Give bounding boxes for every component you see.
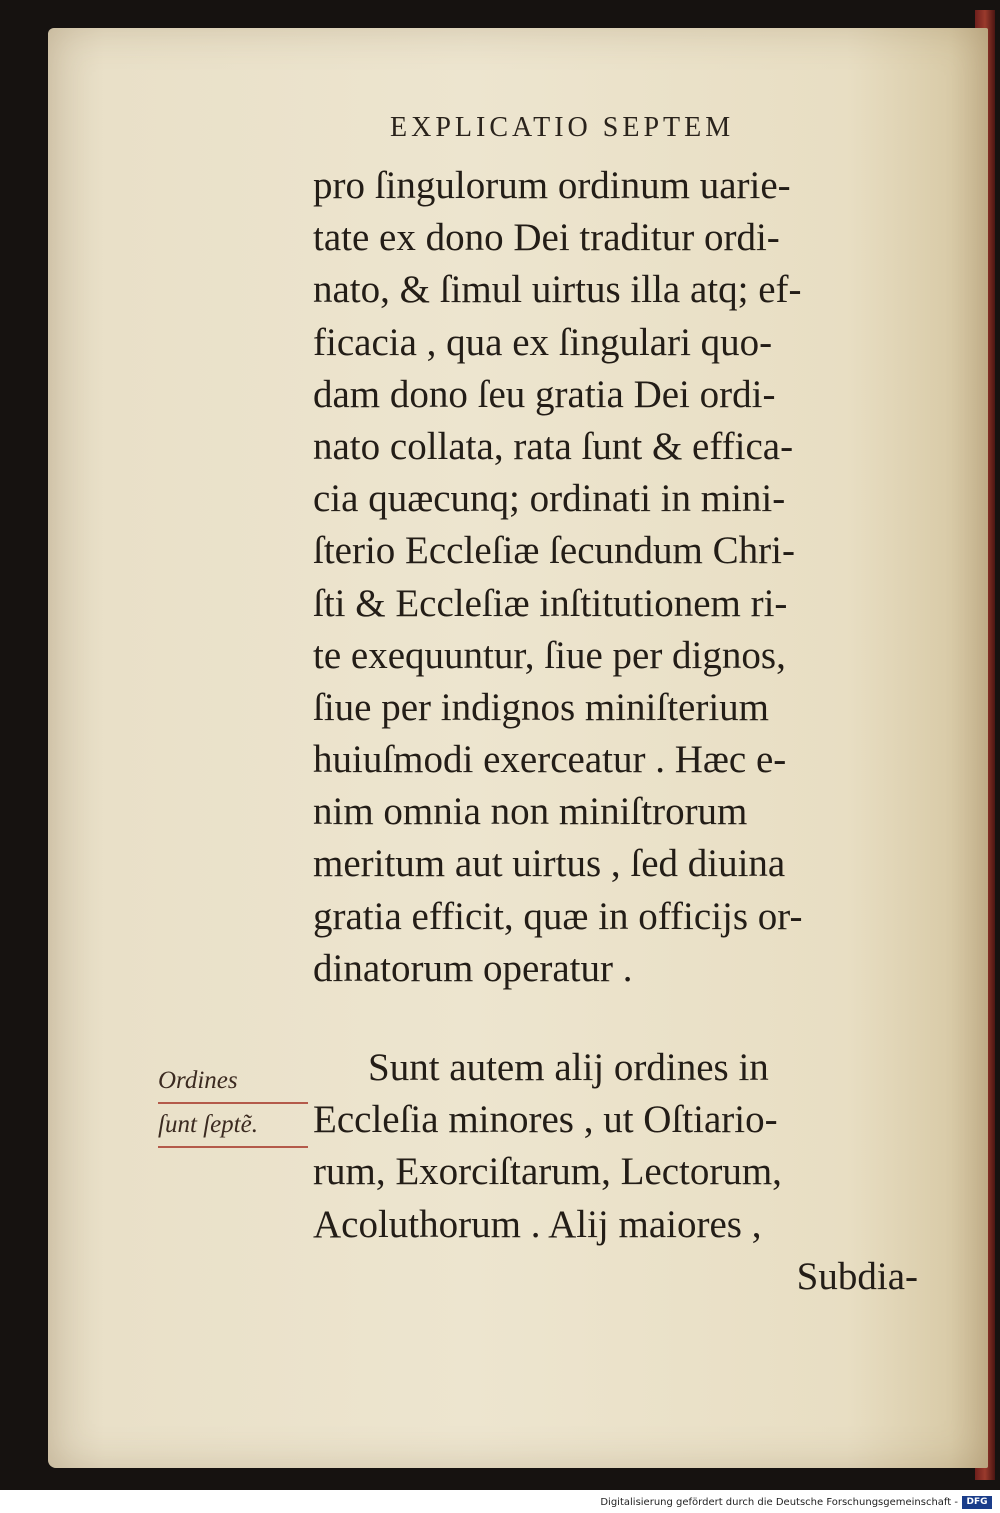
catchword: Subdia- bbox=[796, 1254, 918, 1298]
running-head: EXPLICATIO SEPTEM bbox=[390, 112, 735, 143]
text-line: ficacia , qua ex ſingulari quo- bbox=[313, 320, 773, 364]
text-line: meritum aut uirtus , ſed diuina bbox=[313, 842, 786, 886]
text-line: ſiue per indignos miniſterium bbox=[313, 685, 770, 729]
text-line: dam dono ſeu gratia Dei ordi- bbox=[313, 372, 776, 416]
text-line: huiuſmodi exerceatur . Hæc e- bbox=[313, 738, 787, 782]
text-line: Acoluthorum . Alij maiores , bbox=[313, 1202, 762, 1246]
text-line: cia quæcunq; ordinati in mini- bbox=[313, 477, 786, 521]
text-line: tate ex dono Dei traditur ordi- bbox=[313, 216, 780, 260]
text-line: nim omnia non miniſtrorum bbox=[313, 790, 748, 834]
text-line: pro ſingulorum ordinum uarie- bbox=[313, 164, 791, 207]
marginal-note-line: ſunt ſeptẽ. bbox=[158, 1104, 308, 1148]
dfg-logo: DFG bbox=[962, 1496, 992, 1509]
marginal-note-line: Ordines bbox=[158, 1060, 308, 1104]
text-line: nato collata, rata ſunt & effica- bbox=[313, 424, 794, 468]
text-line: dinatorum operatur . bbox=[313, 946, 633, 990]
text-line: gratia efficit, quæ in officijs or- bbox=[313, 894, 803, 938]
text-line: ſti & Eccleſiæ inſtitutionem ri- bbox=[313, 581, 788, 625]
text-line: nato, & ſimul uirtus illa atq; ef- bbox=[313, 268, 802, 312]
marginal-note bbox=[158, 1060, 308, 1148]
text-line: te exequuntur, ſiue per dignos, bbox=[313, 633, 786, 677]
text-line: Eccleſia minores , ut Oſtiario- bbox=[313, 1098, 778, 1142]
funding-notice: Digitalisierung gefördert durch die Deutsche Forschungsgemeinschaft - bbox=[600, 1497, 958, 1508]
text-line: ſterio Eccleſiæ ſecundum Chri- bbox=[313, 529, 795, 573]
text-line: Sunt autem alij ordines in bbox=[368, 1046, 769, 1089]
paragraph-1 bbox=[313, 160, 802, 995]
paragraph-2 bbox=[313, 1042, 918, 1303]
text-line: rum, Exorciſtarum, Lectorum, bbox=[313, 1150, 782, 1194]
